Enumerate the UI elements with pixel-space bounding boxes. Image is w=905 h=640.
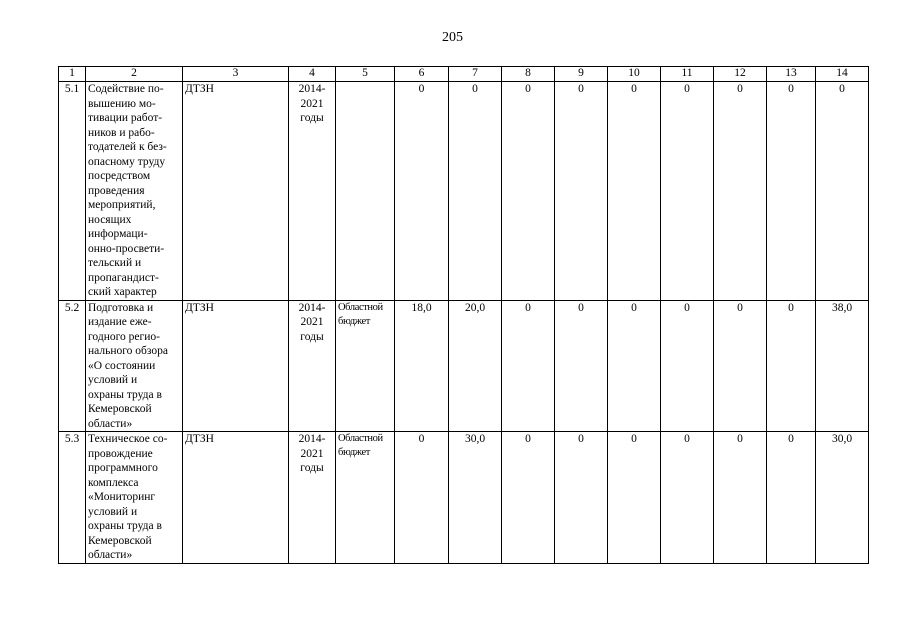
column-header-5: 5 <box>336 67 395 82</box>
funding-source-cell <box>336 82 395 301</box>
activity-name-line: Содействие по- <box>88 83 164 95</box>
activity-name-cell <box>86 82 183 301</box>
value-cell-col-10: 0 <box>608 432 661 564</box>
activity-name-line: условий и <box>88 374 138 386</box>
column-header-10: 10 <box>608 67 661 82</box>
activity-name-line: пропагандист- <box>88 271 159 284</box>
activity-name-line: тивации работ- <box>88 112 163 124</box>
value-cell-col-6: 0 <box>395 432 449 564</box>
years-line: 2021 <box>300 447 324 460</box>
table-body <box>59 82 869 564</box>
activity-name-line: издание еже- <box>88 316 152 328</box>
activity-name-line: носящих <box>88 213 132 226</box>
activity-name-line: ников и рабо- <box>88 126 155 139</box>
column-header-12: 12 <box>714 67 767 82</box>
executor-cell: ДТЗН <box>183 432 289 564</box>
activity-name-line: посредством <box>88 170 151 182</box>
years-line: годы <box>300 330 324 343</box>
years-line: 2014- <box>298 433 326 445</box>
years-line: 2014- <box>298 301 326 314</box>
value-cell-col-6: 0 <box>395 82 449 301</box>
column-header-7: 7 <box>449 67 502 82</box>
activity-name-cell <box>86 300 183 432</box>
value-cell-col-10: 0 <box>608 82 661 301</box>
value-cell-col-7: 0 <box>449 82 502 301</box>
value-cell-col-13: 0 <box>767 432 816 564</box>
value-cell-col-12: 0 <box>714 300 767 432</box>
value-cell-col-13: 0 <box>767 300 816 432</box>
activity-name-line: мероприятий, <box>88 199 156 211</box>
column-header-3: 3 <box>183 67 289 82</box>
value-cell-col-11: 0 <box>661 432 714 564</box>
years-line: годы <box>300 462 324 474</box>
page-number: 205 <box>442 30 463 45</box>
activity-name-line: онно-просвети- <box>88 242 165 255</box>
value-cell-col-14: 0 <box>816 82 869 301</box>
years-cell <box>289 300 336 432</box>
activity-name-line: проведения <box>88 184 145 197</box>
column-header-14: 14 <box>816 67 869 82</box>
column-header-2: 2 <box>86 67 183 82</box>
activity-name-line: охраны труда в <box>88 520 162 532</box>
years-line: 2021 <box>300 316 324 328</box>
activity-name-line: провождение <box>88 447 153 460</box>
funding-source-line: Областной <box>338 433 383 444</box>
value-cell-col-9: 0 <box>555 82 608 301</box>
value-cell-col-7: 20,0 <box>449 300 502 432</box>
column-header-1: 1 <box>59 67 86 82</box>
activity-name-line: ский характер <box>88 286 157 298</box>
value-cell-col-14: 38,0 <box>816 300 869 432</box>
column-header-4: 4 <box>289 67 336 82</box>
activity-name-cell <box>86 432 183 564</box>
value-cell-col-9: 0 <box>555 432 608 564</box>
column-header-9: 9 <box>555 67 608 82</box>
row-id-cell: 5.1 <box>59 82 86 301</box>
activity-name-line: годного регио- <box>88 330 160 343</box>
value-cell-col-6: 18,0 <box>395 300 449 432</box>
value-cell-col-12: 0 <box>714 432 767 564</box>
years-line: годы <box>300 112 324 124</box>
activity-name-line: тодателей к без- <box>88 141 167 153</box>
value-cell-col-9: 0 <box>555 300 608 432</box>
table-row <box>59 82 869 301</box>
activity-name-line: Кемеровской <box>88 403 152 415</box>
activity-name-line: нального обзора <box>88 345 168 357</box>
activity-name-line: вышению мо- <box>88 97 156 110</box>
activity-name-line: охраны труда в <box>88 388 162 401</box>
value-cell-col-12: 0 <box>714 82 767 301</box>
column-header-13: 13 <box>767 67 816 82</box>
activity-name-line: программного <box>88 462 158 474</box>
table-header <box>59 67 869 82</box>
activity-name-line: опасному труду <box>88 155 166 168</box>
value-cell-col-13: 0 <box>767 82 816 301</box>
funding-source-cell <box>336 300 395 432</box>
column-header-6: 6 <box>395 67 449 82</box>
activity-name-line: Техническое со- <box>88 433 168 445</box>
value-cell-col-8: 0 <box>502 300 555 432</box>
years-cell <box>289 82 336 301</box>
activity-name-line: информаци- <box>88 228 148 240</box>
row-id-cell: 5.2 <box>59 300 86 432</box>
funding-source-line: бюджет <box>338 315 370 327</box>
activity-name-line: области» <box>88 549 133 561</box>
activity-name-line: области» <box>88 417 133 430</box>
value-cell-col-8: 0 <box>502 432 555 564</box>
value-cell-col-14: 30,0 <box>816 432 869 564</box>
years-line: 2021 <box>300 97 324 110</box>
years-cell <box>289 432 336 564</box>
value-cell-col-11: 0 <box>661 300 714 432</box>
row-id-cell: 5.3 <box>59 432 86 564</box>
activity-name-line: «О состоянии <box>88 359 156 372</box>
header-row <box>59 67 869 82</box>
column-header-11: 11 <box>661 67 714 82</box>
value-cell-col-10: 0 <box>608 300 661 432</box>
executor-cell: ДТЗН <box>183 300 289 432</box>
budget-table <box>58 66 869 564</box>
table-row <box>59 432 869 564</box>
executor-cell: ДТЗН <box>183 82 289 301</box>
value-cell-col-8: 0 <box>502 82 555 301</box>
table-row <box>59 300 869 432</box>
value-cell-col-11: 0 <box>661 82 714 301</box>
activity-name-line: тельский и <box>88 257 142 269</box>
activity-name-line: условий и <box>88 505 138 518</box>
funding-source-line: Областной <box>338 301 383 313</box>
activity-name-line: Кемеровской <box>88 534 152 547</box>
funding-source-line: бюджет <box>338 447 370 458</box>
column-header-8: 8 <box>502 67 555 82</box>
activity-name-line: Подготовка и <box>88 301 154 314</box>
funding-source-cell <box>336 432 395 564</box>
activity-name-line: комплекса <box>88 476 139 489</box>
activity-name-line: «Мониторинг <box>88 491 156 503</box>
value-cell-col-7: 30,0 <box>449 432 502 564</box>
years-line: 2014- <box>298 83 326 95</box>
